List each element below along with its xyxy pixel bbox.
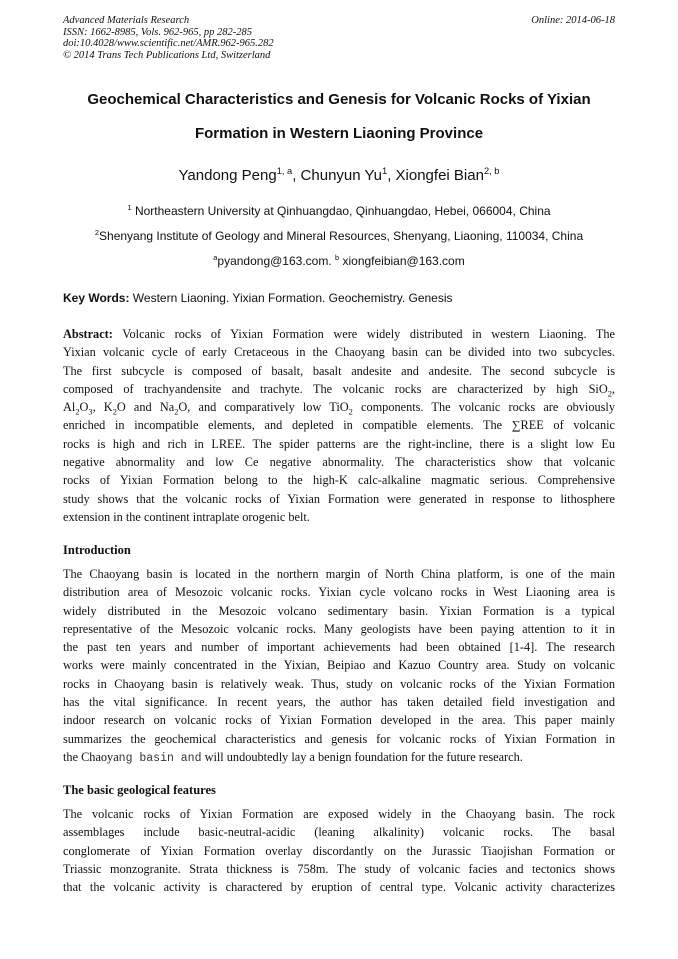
paper-title-line-1: Geochemical Characteristics and Genesis for Volcanic Rocks of Yixian [87,91,591,108]
abstract-text: , K [92,400,113,415]
affiliation-mark: 1 [127,203,132,212]
text-line: Yixian volcanic cycle of early Cretaceous in the Chaoyang basin can be divided into two subcycles. [63,345,615,360]
abstract-text: Al [63,400,76,415]
email-link[interactable]: pyandong@163.com. [217,254,335,268]
author-name: Xiongfei Bian [395,167,484,184]
text-line: widely distributed in the Mesozoic volcano sedimentary basin. Yixian Formation is a typical [63,603,615,618]
author-list [40,166,638,186]
email-mark: b [335,253,340,262]
text-line: summarizes the geochemical characteristics and genesis for volcanic rocks of Yixian Formation in [63,731,615,746]
keywords-text: Western Liaoning. Yixian Formation. Geochemistry. Genesis [129,291,453,305]
text-line: representative of the Mesozoic volcanic rocks. Many geologists have been paying attention to it in [63,621,615,636]
text-line: has the vital significance. In recent years, the author has taken detailed field investigation and [63,695,615,710]
text-line: The Chaoyang basin is located in the northern margin of North China platform, is one of the main [63,567,615,581]
affiliation-1 [40,204,638,218]
abstract-text: O and Na [116,400,175,415]
section-heading-introduction: Introduction [63,543,131,557]
author-affiliation-mark: 1, a [276,166,293,176]
abstract-text: O, and comparatively low TiO [178,400,349,415]
affiliation-2 [40,229,638,243]
text-line: assemblages include basic-neutral-acidic (leaning alkalinity) volcanic rocks. The basal [63,825,615,840]
text-line: enriched in incompatible elements, and depleted in compatible elements. The ∑REE of volcanic [63,418,615,433]
issn: ISSN: 1662-8985, Vols. 962-965, pp 282-285 [63,26,252,38]
abstract-text: , [611,381,615,396]
affiliation-text: Northeastern University at Qinhuangdao, Qinhuangdao, Hebei, 066004, China [134,204,551,218]
text-line: negative abnormality and low Ce negative abnormality. The characteristics show that volcanic [63,455,615,470]
text-line: the past ten years and number of important achievements had been obtained [1-4]. The research [63,640,615,655]
email-link[interactable]: xiongfeibian@163.com [339,254,465,268]
subscript: 2 [75,407,80,417]
abstract-text: Volcanic rocks of Yixian Formation were widely distributed in western Liaoning. The [112,327,615,341]
text-line [63,748,615,766]
intro-text-mono: ng basin and [118,751,202,765]
subscript: 2 [112,407,117,417]
abstract-text: components. The volcanic rocks are obviously [352,400,615,415]
text-line: works were mainly concentrated in the Yixian, Beipiao and Kazuo Country area. Study on volcanic [63,658,615,673]
text-line: that the volcanic activity is charactered by eruption of central type. Volcanic activity characterizes [63,880,615,895]
online-date: Online: 2014-06-18 [531,15,615,26]
text-line: rocks of Yixian Formation belong to the high-K calc-alkaline magmatic serious. Comprehensive [63,473,615,488]
subscript: 2 [174,407,179,417]
author-separator: , [292,167,301,184]
subscript: 3 [88,407,93,417]
abstract-text: composed of trachyandensite and trachyte. The volcanic rocks are characterized by high SiO [63,381,608,396]
journal-name: Advanced Materials Research [63,15,190,26]
author-emails [40,254,638,268]
text-line: indoor research on volcanic rocks of Yixian Formation developed in the area. This paper mainly [63,713,615,728]
author-affiliation-mark: 1 [382,166,388,176]
text-line: extension in the continent intraplate orogenic belt. [63,509,310,524]
text-line: The volcanic rocks of Yixian Formation are exposed widely in the Chaoyang basin. The rock [63,807,615,821]
keywords-label: Key Words: [63,291,130,305]
text-line [63,325,615,343]
text-line: rocks in Chaoyang basin is relatively weak. Thus, study on volcanic rocks of the Yixian Formation [63,676,615,691]
intro-text: the Chaoya [63,749,119,764]
introduction-paragraph [63,565,615,766]
author-separator: , [387,167,396,184]
text-line: Triassic monzogranite. Strata thickness is 758m. The study of volcanic facies and tectonics shows [63,861,615,876]
abstract-text: O [79,400,89,415]
author-name: Chunyun Yu [300,167,383,184]
text-line [63,398,615,416]
paper-title-line-2: Formation in Western Liaoning Province [194,125,484,142]
intro-text: will undoubtedly lay a benign foundation for the future research. [201,749,523,764]
text-line [63,380,615,398]
subscript: 2 [607,389,612,399]
abstract-label: Abstract: [63,327,113,341]
text-line: study shows that the volcanic rocks of Yixian Formation were generated in response to lithosphere [63,491,615,506]
text-line: The first subcycle is composed of basalt, basalt andesite and andesite. The second subcycle is [63,363,615,378]
author-name: Yandong Peng [178,167,277,184]
doi[interactable]: doi:10.4028/www.scientific.net/AMR.962-965.282 [63,38,274,49]
section-heading-geology: The basic geological features [63,783,216,797]
geology-paragraph [63,805,615,896]
text-line: conglomerate of Yixian Formation overlay discordantly on the Jurassic Tiaojishan Formation or [63,843,615,858]
email-mark: a [213,253,218,262]
keywords [63,291,615,305]
journal-header [63,15,615,61]
text-line: distribution area of Mesozoic volcanic rocks. Yixian cycle volcano rocks in West Liaoning area is [63,585,615,600]
subscript: 2 [348,407,353,417]
author-affiliation-mark: 2, b [483,166,500,176]
abstract [63,325,615,526]
copyright: © 2014 Trans Tech Publications Ltd, Switzerland [63,49,271,61]
text-line: rocks is high and rich in LREE. The spider patterns are the right-incline, there is a slight low Eu [63,436,615,451]
affiliation-text: Shenyang Institute of Geology and Mineral Resources, Shenyang, Liaoning, 110034, China [99,229,584,243]
affiliation-mark: 2 [94,228,100,237]
